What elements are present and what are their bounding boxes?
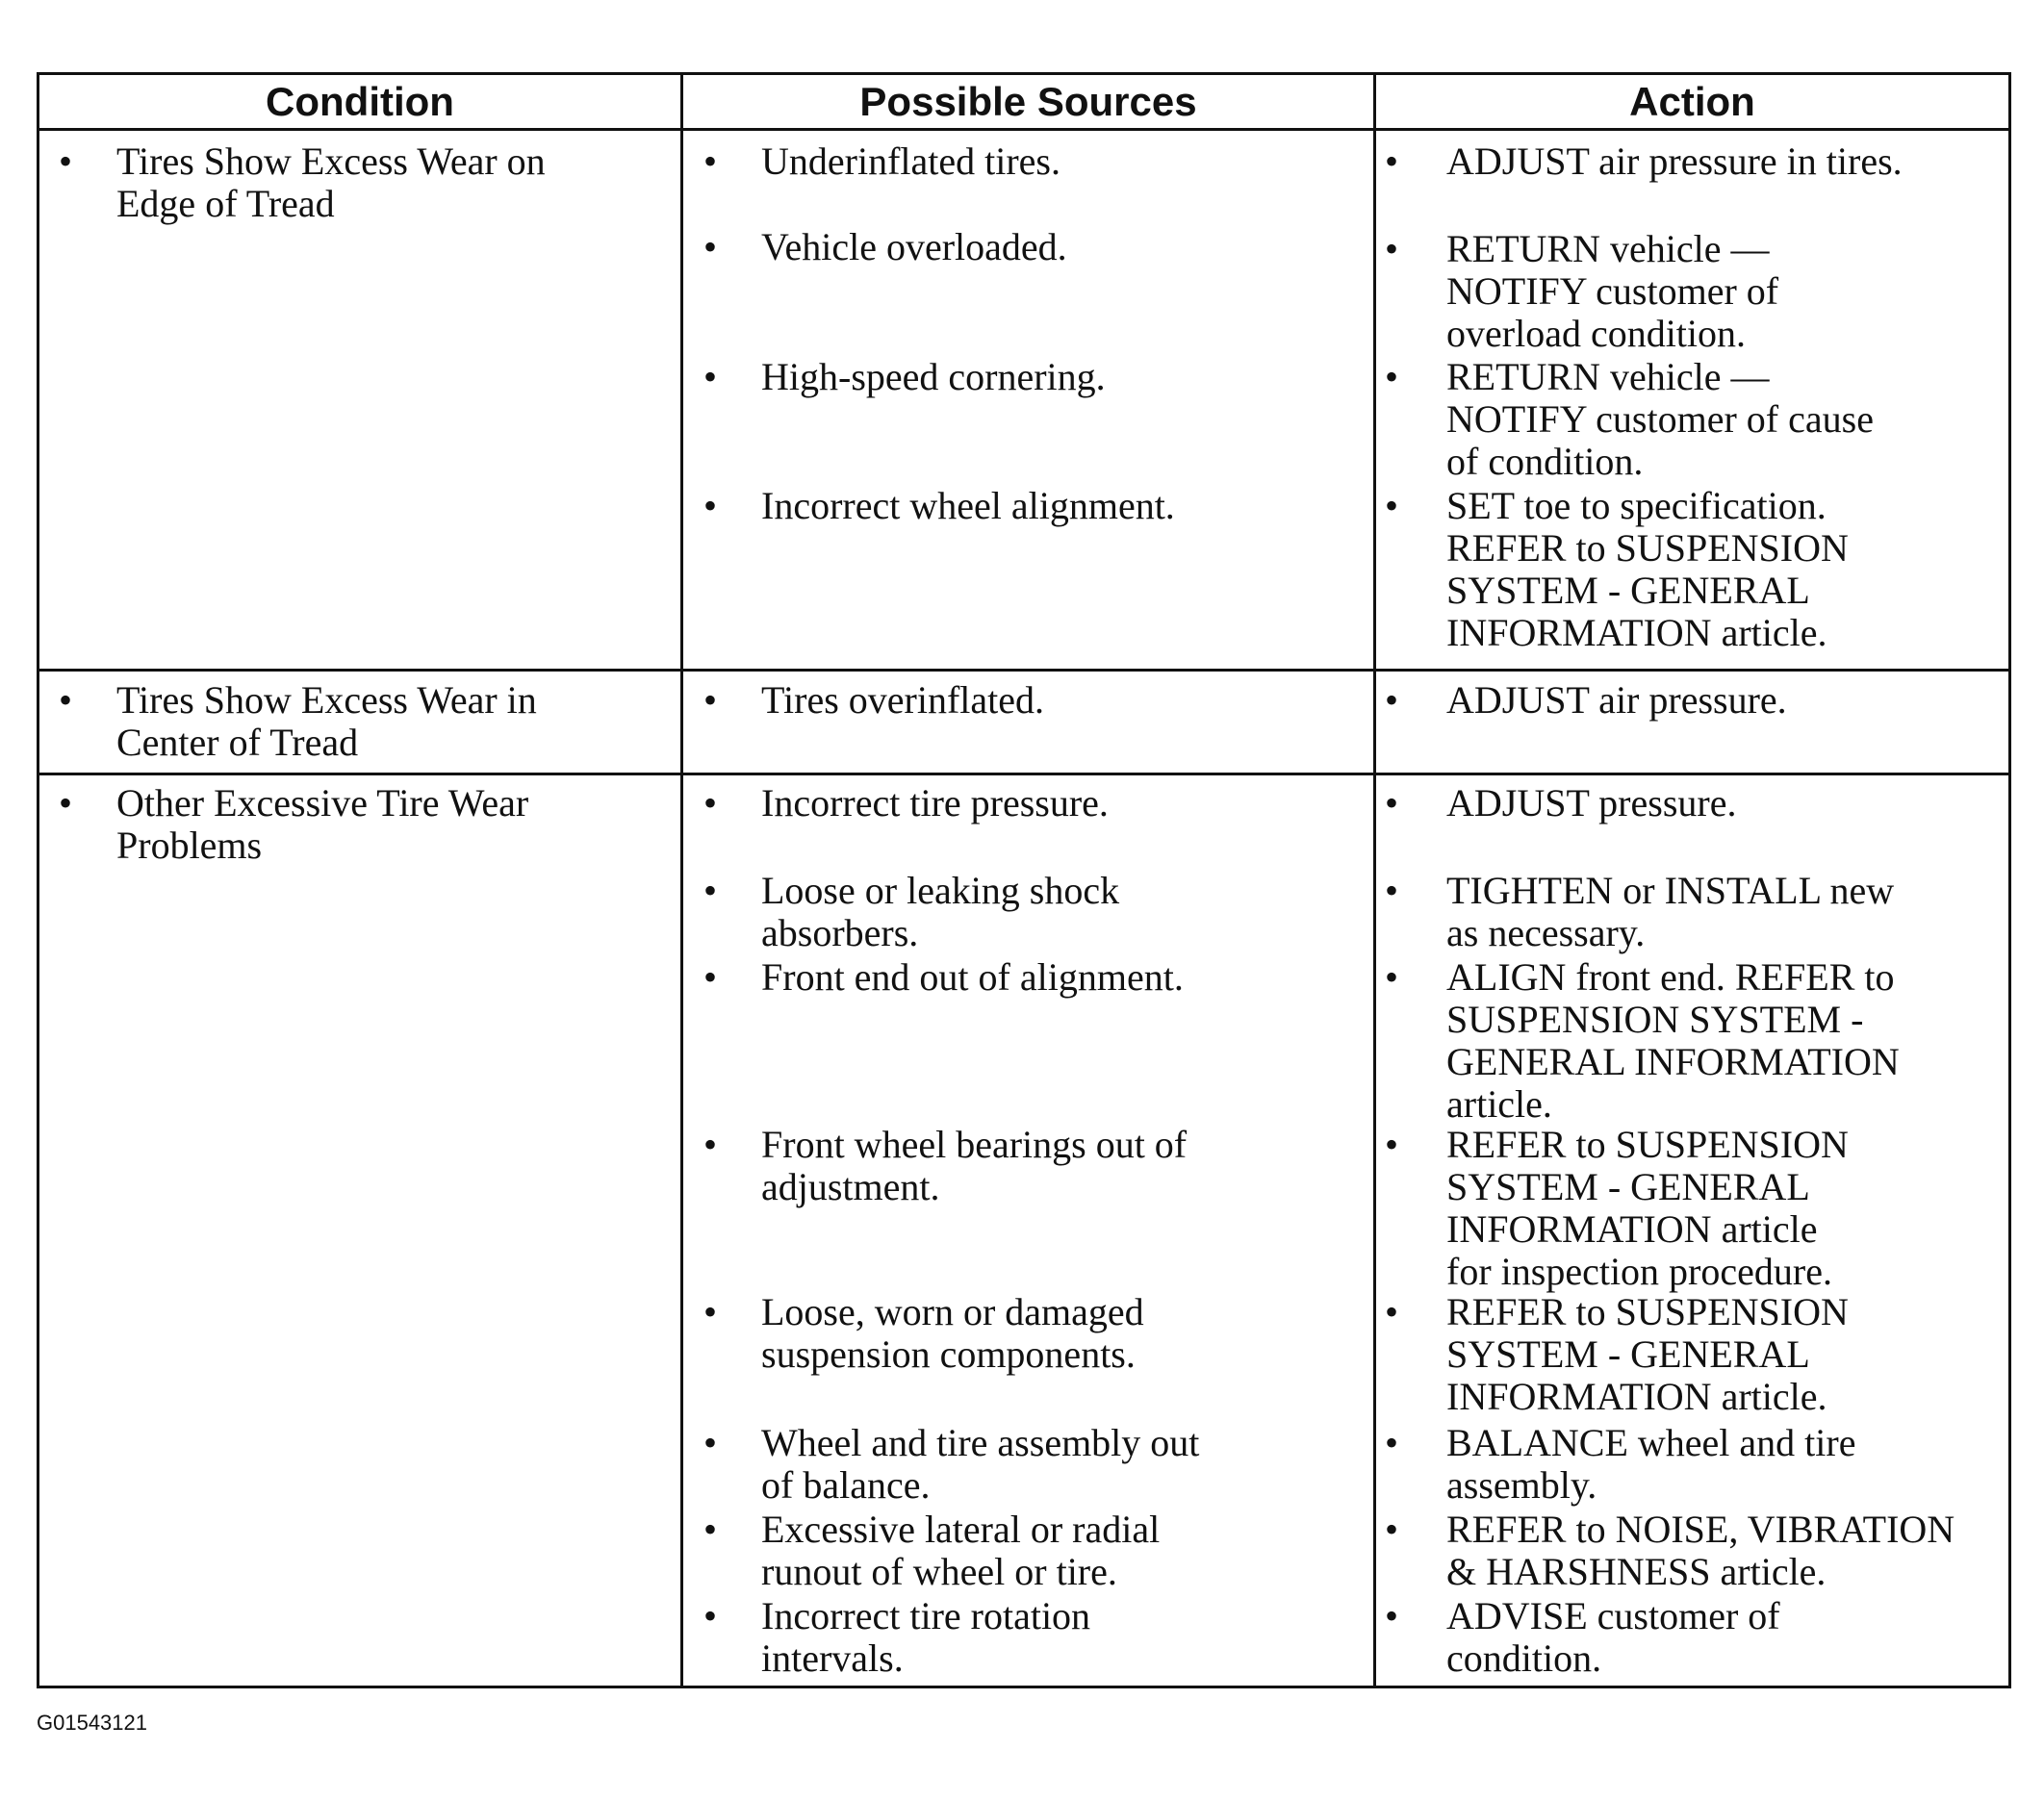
action-text: REFER to SUSPENSION — [1446, 1290, 1849, 1333]
action-text: REFER to SUSPENSION — [1446, 1123, 1849, 1166]
action-text: article. — [1446, 1082, 1552, 1126]
action-text: REFER to SUSPENSION — [1446, 526, 1849, 570]
action-text: ADJUST air pressure in tires. — [1446, 140, 1903, 183]
action-text: condition. — [1446, 1636, 1602, 1680]
bullet-icon: • — [1385, 1290, 1399, 1333]
condition-text: Other Excessive Tire Wear — [116, 781, 529, 824]
bullet-icon: • — [1385, 227, 1399, 270]
source-text: Tires overinflated. — [761, 678, 1045, 722]
source-text: Loose or leaking shock — [761, 869, 1120, 912]
bullet-icon: • — [1385, 678, 1399, 722]
source-text: Incorrect tire rotation — [761, 1594, 1091, 1637]
action-text: INFORMATION article. — [1446, 611, 1827, 654]
row-divider — [39, 773, 2008, 775]
source-text: Wheel and tire assembly out — [761, 1421, 1200, 1464]
header-possible-sources: Possible Sources — [859, 79, 1197, 124]
action-text: for inspection procedure. — [1446, 1250, 1832, 1293]
action-text: NOTIFY customer of — [1446, 269, 1779, 313]
action-text: assembly. — [1446, 1463, 1597, 1507]
action-text: & HARSHNESS article. — [1446, 1550, 1827, 1593]
action-text: REFER to NOISE, VIBRATION — [1446, 1508, 1955, 1551]
condition-text: Center of Tread — [116, 721, 359, 764]
bullet-icon: • — [703, 225, 718, 268]
header-condition: Condition — [266, 79, 454, 124]
action-text: SYSTEM - GENERAL — [1446, 569, 1810, 612]
source-text: of balance. — [761, 1463, 931, 1507]
bullet-icon: • — [703, 1421, 718, 1464]
action-text: ADJUST pressure. — [1446, 781, 1737, 824]
header-action: Action — [1629, 79, 1755, 124]
bullet-icon: • — [703, 1290, 718, 1333]
action-text: ADVISE customer of — [1446, 1594, 1780, 1637]
source-text: suspension components. — [761, 1332, 1136, 1376]
bullet-icon: • — [703, 484, 718, 527]
bullet-icon: • — [1385, 1594, 1399, 1637]
bullet-icon: • — [703, 781, 718, 824]
action-text: INFORMATION article — [1446, 1207, 1818, 1251]
action-text: INFORMATION article. — [1446, 1375, 1827, 1418]
action-text: SYSTEM - GENERAL — [1446, 1165, 1810, 1208]
bullet-icon: • — [1385, 140, 1399, 183]
condition-text: Tires Show Excess Wear in — [116, 678, 537, 722]
bullet-icon: • — [703, 1508, 718, 1551]
bullet-icon: • — [1385, 484, 1399, 527]
figure-id: G01543121 — [37, 1711, 147, 1735]
action-text: overload condition. — [1446, 312, 1747, 355]
source-text: Incorrect wheel alignment. — [761, 484, 1175, 527]
action-text: SYSTEM - GENERAL — [1446, 1332, 1810, 1376]
action-text: NOTIFY customer of cause — [1446, 397, 1874, 441]
source-text: Loose, worn or damaged — [761, 1290, 1144, 1333]
source-text: Vehicle overloaded. — [761, 225, 1067, 268]
source-text: Front wheel bearings out of — [761, 1123, 1188, 1166]
action-text: ALIGN front end. REFER to — [1446, 955, 1895, 999]
bullet-icon: • — [1385, 955, 1399, 999]
bullet-icon: • — [1385, 781, 1399, 824]
source-text: Underinflated tires. — [761, 140, 1060, 183]
bullet-icon: • — [703, 678, 718, 722]
condition-text: Edge of Tread — [116, 182, 335, 225]
column-divider — [680, 75, 683, 1686]
source-text: Incorrect tire pressure. — [761, 781, 1109, 824]
bullet-icon: • — [1385, 869, 1399, 912]
source-text: Front end out of alignment. — [761, 955, 1184, 999]
row-divider — [39, 669, 2008, 672]
bullet-icon: • — [703, 355, 718, 398]
bullet-icon: • — [1385, 355, 1399, 398]
action-text: RETURN vehicle — — [1446, 227, 1770, 270]
action-text: of condition. — [1446, 440, 1644, 483]
bullet-icon: • — [1385, 1421, 1399, 1464]
bullet-icon: • — [1385, 1123, 1399, 1166]
column-divider — [1373, 75, 1376, 1686]
action-text: ADJUST air pressure. — [1446, 678, 1787, 722]
bullet-icon: • — [703, 140, 718, 183]
action-text: RETURN vehicle — — [1446, 355, 1770, 398]
bullet-icon: • — [703, 955, 718, 999]
source-text: adjustment. — [761, 1165, 940, 1208]
action-text: as necessary. — [1446, 911, 1646, 954]
bullet-icon: • — [703, 1594, 718, 1637]
source-text: High-speed cornering. — [761, 355, 1106, 398]
bullet-icon: • — [59, 140, 73, 183]
action-text: SET toe to specification. — [1446, 484, 1827, 527]
action-text: TIGHTEN or INSTALL new — [1446, 869, 1895, 912]
bullet-icon: • — [1385, 1508, 1399, 1551]
condition-text: Problems — [116, 824, 263, 867]
bullet-icon: • — [59, 678, 73, 722]
bullet-icon: • — [59, 781, 73, 824]
action-text: BALANCE wheel and tire — [1446, 1421, 1856, 1464]
bullet-icon: • — [703, 1123, 718, 1166]
action-text: SUSPENSION SYSTEM - — [1446, 998, 1864, 1041]
diagnosis-table — [37, 72, 2011, 1688]
table-header-row — [39, 75, 2008, 131]
source-text: absorbers. — [761, 911, 919, 954]
source-text: intervals. — [761, 1636, 904, 1680]
source-text: runout of wheel or tire. — [761, 1550, 1117, 1593]
source-text: Excessive lateral or radial — [761, 1508, 1161, 1551]
bullet-icon: • — [703, 869, 718, 912]
action-text: GENERAL INFORMATION — [1446, 1040, 1900, 1083]
condition-text: Tires Show Excess Wear on — [116, 140, 546, 183]
